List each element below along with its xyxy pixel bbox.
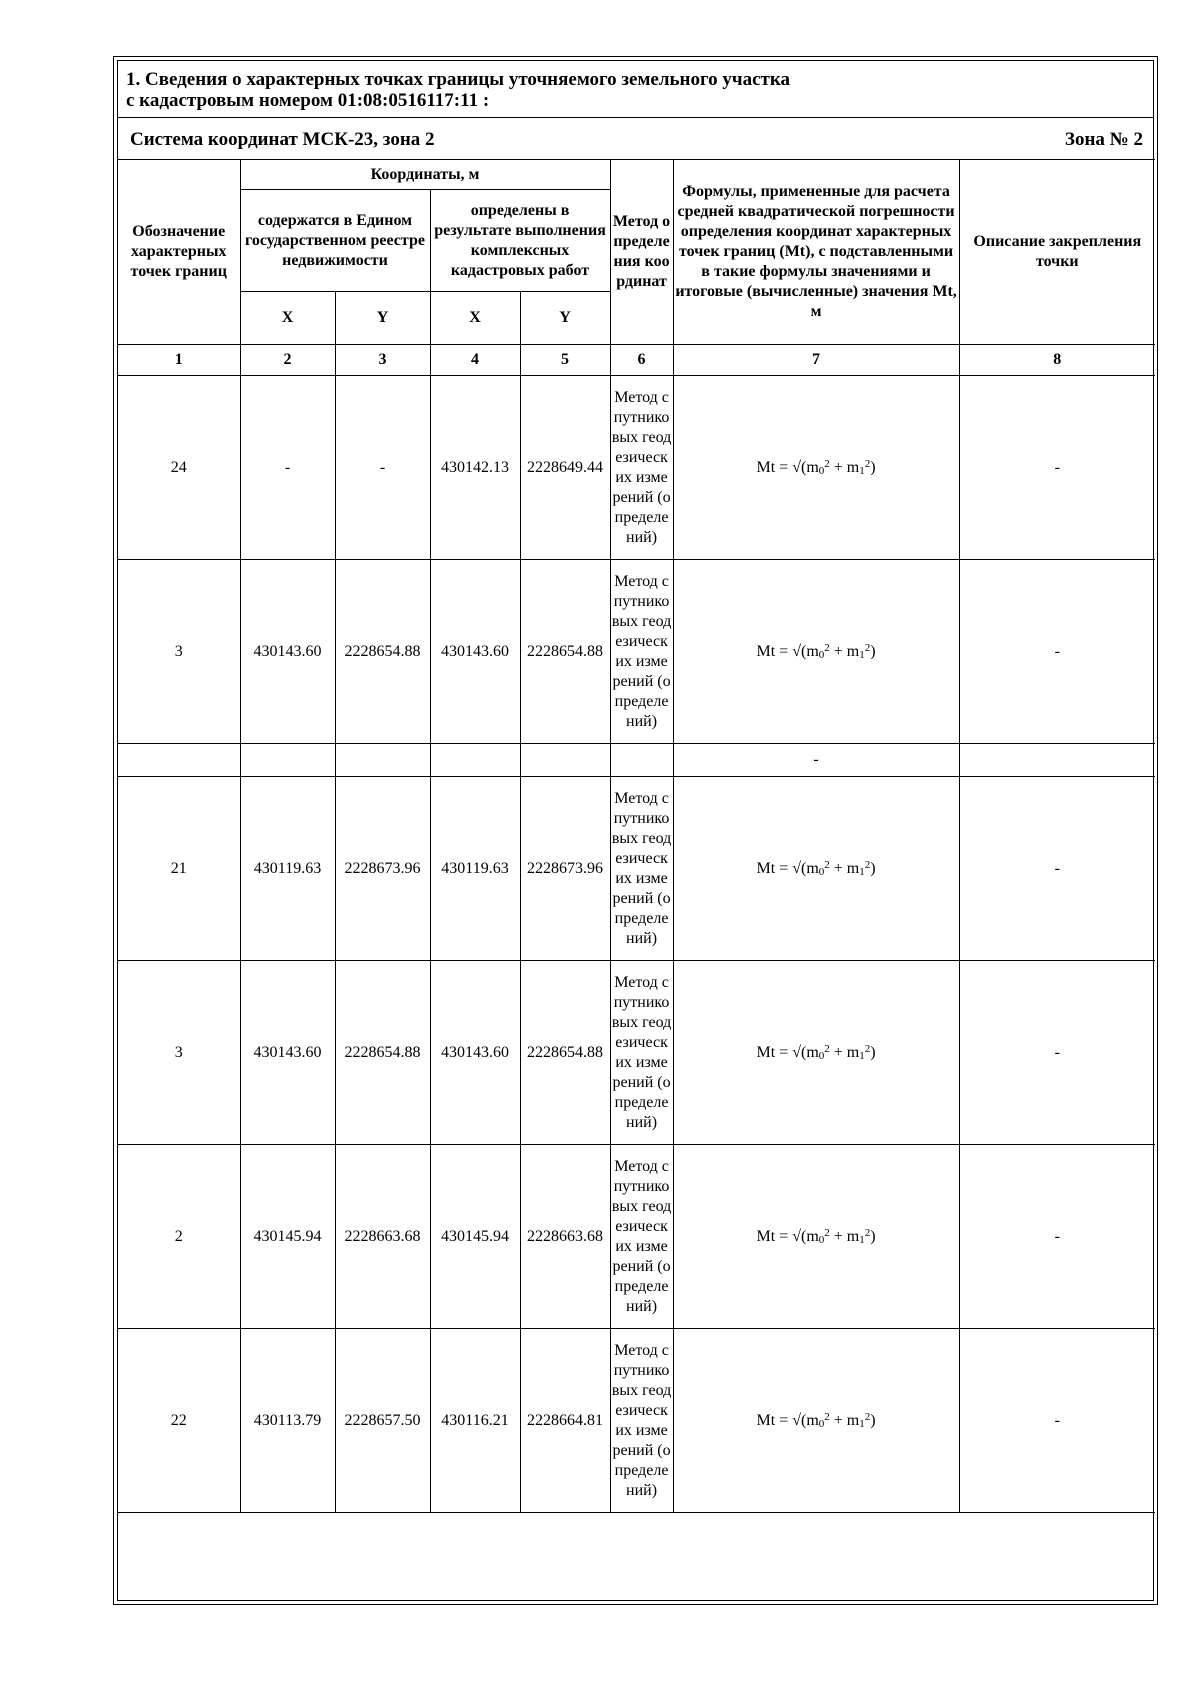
- formula-sub1: 1: [859, 1050, 865, 1062]
- formula-sub0: 0: [818, 1234, 825, 1246]
- x-new-cell: 430119.63: [430, 777, 520, 961]
- header-x-egrn: X: [240, 292, 335, 345]
- method-cell: Метод спутниковых геодезических измерений (определений): [610, 376, 673, 560]
- formula-sup2a: 2: [824, 458, 830, 470]
- formula-sub1: 1: [859, 649, 865, 661]
- formula-sup2a: 2: [824, 642, 830, 654]
- table-row: [118, 1145, 1155, 1329]
- formula-sub1: 1: [859, 866, 865, 878]
- header-y-egrn: Y: [335, 292, 430, 345]
- formula-sub0: 0: [818, 1418, 825, 1430]
- point-cell: 22: [118, 1329, 240, 1513]
- empty-cell: [520, 744, 610, 777]
- formula-sup2a: 2: [824, 859, 830, 871]
- header-formulas: Формулы, примененные для расчета средней квадратической погрешности определения координат характерных точек границ (Mt), с подставленными в такие формулы значениями и итоговые (вычисленные) значения Mt, м: [673, 160, 959, 345]
- formula-cell: [673, 1329, 959, 1513]
- col-number: 1: [118, 345, 240, 376]
- header-x-new: X: [430, 292, 520, 345]
- description-cell: -: [959, 961, 1155, 1145]
- y-new-cell: 2228673.96: [520, 777, 610, 961]
- y-egrn-cell: 2228673.96: [335, 777, 430, 961]
- formula-mid: + m: [829, 643, 860, 660]
- formula-sup2b: 2: [864, 458, 871, 470]
- y-new-cell: 2228663.68: [520, 1145, 610, 1329]
- x-egrn-cell: 430143.60: [240, 560, 335, 744]
- method-cell: Метод спутниковых геодезических измерений (определений): [610, 1145, 673, 1329]
- formula-sup2a: 2: [824, 1227, 830, 1239]
- footer-empty-row: [118, 1513, 1155, 1575]
- formula-cell: [673, 961, 959, 1145]
- rows-group-1: [118, 376, 1155, 744]
- formula-cell: [673, 1145, 959, 1329]
- formula-sub1: 1: [859, 1418, 865, 1430]
- formula-sub1: 1: [859, 465, 865, 477]
- x-new-cell: 430143.60: [430, 961, 520, 1145]
- formula-sub0: 0: [818, 649, 825, 661]
- y-egrn-cell: 2228663.68: [335, 1145, 430, 1329]
- empty-cell: [430, 744, 520, 777]
- column-numbers-row: [118, 345, 1155, 376]
- formula-rhs: ): [870, 643, 876, 660]
- title-divider: [118, 117, 1153, 118]
- table-row: [118, 376, 1155, 560]
- formula-lhs: Mt = √(m: [756, 860, 819, 877]
- formula-rhs: ): [870, 860, 876, 877]
- point-cell: 21: [118, 777, 240, 961]
- description-cell: -: [959, 376, 1155, 560]
- table-row: [118, 777, 1155, 961]
- header-description: Описание закрепления точки: [959, 160, 1155, 345]
- y-new-cell: 2228654.88: [520, 560, 610, 744]
- header-coords: Координаты, м: [240, 160, 610, 190]
- formula-lhs: Mt = √(m: [756, 459, 819, 476]
- y-new-cell: 2228654.88: [520, 961, 610, 1145]
- method-cell: Метод спутниковых геодезических измерений (определений): [610, 777, 673, 961]
- x-egrn-cell: 430119.63: [240, 777, 335, 961]
- coord-system-label: Система координат МСК-23, зона 2: [130, 129, 435, 150]
- x-new-cell: 430143.60: [430, 560, 520, 744]
- y-egrn-cell: 2228654.88: [335, 560, 430, 744]
- footer-empty-cell: [118, 1513, 1155, 1575]
- formula-rhs: ): [870, 459, 876, 476]
- formula-rhs: ): [870, 1228, 876, 1245]
- formula-sup2a: 2: [824, 1043, 830, 1055]
- y-egrn-cell: 2228654.88: [335, 961, 430, 1145]
- formula-mid: + m: [829, 459, 860, 476]
- formula-sub0: 0: [818, 465, 825, 477]
- formula-mid: + m: [829, 1412, 860, 1429]
- document-inner-frame: [117, 60, 1154, 1601]
- points-table: [118, 159, 1155, 1575]
- header-y-new: Y: [520, 292, 610, 345]
- empty-cell: [610, 744, 673, 777]
- point-cell: 3: [118, 961, 240, 1145]
- x-egrn-cell: 430143.60: [240, 961, 335, 1145]
- formula-mid: + m: [829, 1228, 860, 1245]
- x-new-cell: 430116.21: [430, 1329, 520, 1513]
- title-line-1: 1. Сведения о характерных точках границы уточняемого земельного участка: [126, 69, 791, 90]
- formula-cell: [673, 560, 959, 744]
- col-number: 7: [673, 345, 959, 376]
- formula-sup2b: 2: [864, 859, 871, 871]
- header-point-name: Обозначение характерных точек границ: [118, 160, 240, 345]
- y-egrn-cell: 2228657.50: [335, 1329, 430, 1513]
- zone-label: Зона № 2: [1064, 129, 1143, 150]
- method-cell: Метод спутниковых геодезических измерений (определений): [610, 560, 673, 744]
- x-egrn-cell: 430113.79: [240, 1329, 335, 1513]
- header-result: определены в результате выполнения комплексных кадастровых работ: [430, 190, 610, 292]
- formula-lhs: Mt = √(m: [756, 1412, 819, 1429]
- formula-sup2b: 2: [864, 642, 871, 654]
- y-new-cell: 2228664.81: [520, 1329, 610, 1513]
- point-cell: 24: [118, 376, 240, 560]
- col-number: 8: [959, 345, 1155, 376]
- formula-mid: + m: [829, 860, 860, 877]
- y-new-cell: 2228649.44: [520, 376, 610, 560]
- formula-sup2a: 2: [824, 1411, 830, 1423]
- separator-dash: -: [673, 744, 959, 777]
- formula-sub0: 0: [818, 866, 825, 878]
- point-cell: 2: [118, 1145, 240, 1329]
- method-cell: Метод спутниковых геодезических измерений (определений): [610, 1329, 673, 1513]
- point-cell: 3: [118, 560, 240, 744]
- empty-cell: [959, 744, 1155, 777]
- formula-lhs: Mt = √(m: [756, 1228, 819, 1245]
- table-row: [118, 961, 1155, 1145]
- method-cell: Метод спутниковых геодезических измерений (определений): [610, 961, 673, 1145]
- separator-row: [118, 744, 1155, 777]
- document-title: [126, 69, 790, 111]
- description-cell: -: [959, 560, 1155, 744]
- title-line-2: с кадастровым номером 01:08:0516117:11 :: [126, 90, 490, 111]
- formula-lhs: Mt = √(m: [756, 643, 819, 660]
- empty-cell: [118, 744, 240, 777]
- formula-sup2b: 2: [864, 1227, 871, 1239]
- formula-sub0: 0: [818, 1050, 825, 1062]
- rows-group-2: [118, 777, 1155, 1513]
- x-new-cell: 430145.94: [430, 1145, 520, 1329]
- col-number: 2: [240, 345, 335, 376]
- formula-mid: + m: [829, 1044, 860, 1061]
- x-new-cell: 430142.13: [430, 376, 520, 560]
- formula-sup2b: 2: [864, 1043, 871, 1055]
- formula-cell: [673, 376, 959, 560]
- formula-sup2b: 2: [864, 1411, 871, 1423]
- description-cell: -: [959, 777, 1155, 961]
- formula-sub1: 1: [859, 1234, 865, 1246]
- table-row: [118, 560, 1155, 744]
- empty-cell: [335, 744, 430, 777]
- col-number: 5: [520, 345, 610, 376]
- col-number: 4: [430, 345, 520, 376]
- description-cell: -: [959, 1145, 1155, 1329]
- header-method: Метод определения координат: [610, 160, 673, 345]
- y-egrn-cell: -: [335, 376, 430, 560]
- formula-rhs: ): [870, 1044, 876, 1061]
- table-row: [118, 1329, 1155, 1513]
- formula-rhs: ): [870, 1412, 876, 1429]
- x-egrn-cell: 430145.94: [240, 1145, 335, 1329]
- document-frame: [113, 56, 1158, 1605]
- formula-lhs: Mt = √(m: [756, 1044, 819, 1061]
- formula-cell: [673, 777, 959, 961]
- empty-cell: [240, 744, 335, 777]
- header-egrn: содержатся в Едином государственном реестре недвижимости: [240, 190, 430, 292]
- col-number: 3: [335, 345, 430, 376]
- description-cell: -: [959, 1329, 1155, 1513]
- x-egrn-cell: -: [240, 376, 335, 560]
- col-number: 6: [610, 345, 673, 376]
